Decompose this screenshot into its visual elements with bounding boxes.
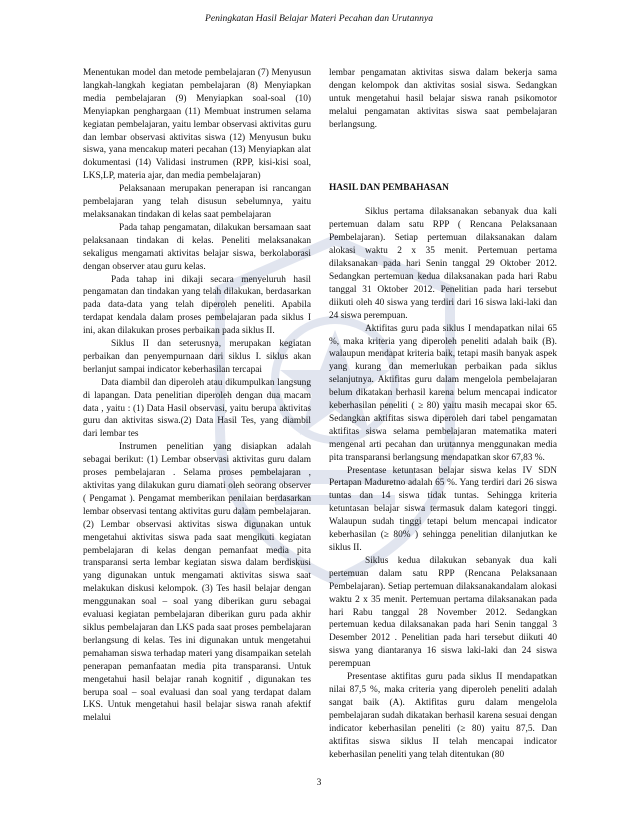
paragraph: Presentase ketuntasan belajar siswa kelas IV SDN Pertapan Maduretno adalah 65 %. Yang terdiri dari 26 siswa tuntas dan 14 siswa tidak tuntas. Sehingga kriteria ketuntasan belajar siswa termasuk dalam kategori tinggi. Walaupun sudah tinggi tetapi belum mencapai indicator keberhasilan (≥ 80% ) sehingga penelitian dilanjutkan ke siklus II. — [329, 465, 557, 553]
spacer — [329, 132, 557, 182]
paragraph: Pada tahap ini dikaji secara menyeluruh hasil pengamatan dan tindakan yang telah dilakukan, berdasarkan pada data-data yang telah diperoleh peneliti. Apabila terdapat kendala dalam proses pembelajaran pada siklus I ini, akan dilakukan proses perbaikan pada siklus II. — [83, 274, 311, 337]
page-number: 3 — [316, 778, 322, 788]
paragraph: Instrumen penelitian yang disiapkan adalah sebagai berikut: (1) Lembar observasi aktivitas guru dalam proses pembelajaran . Selama proses pembelajaran , aktivitas yang dilakukan guru diamati oleh seorang observer ( Pengamat ). Pengamat memberikan penilaian berdasarkan lembar observasi tentang aktivitas guru dalam pembelajaran. (2) Lembar observasi aktivitas siswa digunakan untuk mengetahui aktivitas siswa pada saat mengikuti kegiatan pembelajaran di kelas dengan pemanfaat media pita transparansi serta lembar kegiatan siswa dalam berdiskusi yang digunakan untuk mengamati aktivitas siswa saat melakukan diskusi kelompok. (3) Tes hasil belajar dengan menggunakan soal – soal yang diberikan guru sebagai evaluasi kegiatan pembelajaran diberikan guru pada akhir siklus pembelajaran dan LKS pada saat proses pembelajaran berlangsung di kelas. Tes ini digunakan untuk mengetahui pemahaman siswa terhadap materi yang disampaikan setelah penerapan pemanfaatan media pita transparansi. Untuk mengetahui hasil belajar ranah kognitif , digunakan tes berupa soal – soal evaluasi dan soal yang terdapat dalam LKS. Untuk mengetahui hasil belajar siswa ranah afektif melalui — [83, 442, 311, 724]
section-heading: HASIL DAN PEMBAHASAN — [329, 182, 449, 193]
paragraph: Data diambil dan diperoleh atau dikumpulkan langsung di lapangan. Data penelitian diperoleh dengan dua macam data , yaitu : (1) Data Hasil observasi, yaitu berupa aktivitas guru dan aktivitas siswa.(2) Data Hasil Tes, yang diambil dari lembar tes — [83, 377, 311, 440]
right-column — [329, 67, 557, 761]
paragraph: Presentase aktifitas guru pada siklus II mendapatkan nilai 87,5 %, maka criteria yang diperoleh peneliti adalah sangat baik (A). Aktifitas guru dalam mengelola pembelajaran sudah dikatakan berhasil karena sesuai dengan indicator keberhasilan peneliti (≥ 80) yaitu 87,5. Dan aktifitas siswa siklus II telah mencapai indicator keberhasilan peneliti yang telah ditentukan (80 — [329, 672, 557, 760]
running-header: Peningkatan Hasil Belajar Materi Pecahan dan Urutannya — [204, 13, 434, 24]
left-column — [83, 67, 311, 725]
paragraph: Siklus II dan seterusnya, merupakan kegiatan perbaikan dan penyempurnaan dari siklus I. siklus akan berlanjut sampai indicator keberhasilan tercapai — [83, 339, 311, 375]
paragraph: Siklus kedua dilakukan sebanyak dua kali pertemuan dalam satu RPP (Rencana Pelaksanaan Pembelajaran). Setiap pertemuan dilaksanakandalam alokasi waktu 2 x 35 menit. Pertemuan pertama dilaksanakan pada hari Rabu tanggal 28 November 2012. Sedangkan pertemuan kedua dilaksanakan pada hari Senin tanggal 3 Desember 2012 . Penelitian pada hari tersebut diikuti 40 siswa yang diantaranya 16 siswa laki-laki dan 24 siswa perempuan — [329, 555, 557, 670]
paragraph: Menentukan model dan metode pembelajaran (7) Menyusun langkah-langkah kegiatan pembelajaran (8) Menyiapkan media pembelajaran (9) Menyiapkan soal-soal (10) Menyiapkan penghargaan (11) Membuat instrumen selama kegiatan pembelajaran, yaitu lembar observasi aktivitas guru dan lembar observasi aktivitas siswa (12) Menyusun buku siswa, yana mencakup materi pecahan (13) Menyiapkan alat dokumentasi (14) Validasi instrumen (RPP, kisi-kisi soal, LKS,LP, materia ajar, dan media pembelajaran) — [83, 68, 311, 182]
paragraph: Siklus pertama dilaksanakan sebanyak dua kali pertemuan dalam satu RPP ( Rencana Pelaksanaan Pembelajaran). Setiap pertemuan dilaksanakan dalam alokasi waktu 2 x 35 menit. Pertemuan pertama dilaksanakan pada hari Senin tanggal 29 Oktober 2012. Sedangkan pertemuan kedua dilaksanakan pada hari Rabu tanggal 31 Oktober 2012. Penelitian pada hari tersebut diikuti oleh 40 siswa yang terdiri dari 16 siswa laki-laki dan 24 siswa perempuan. — [329, 207, 557, 321]
spacer — [329, 194, 557, 206]
paragraph: Aktifitas guru pada siklus I mendapatkan nilai 65 %, maka kriteria yang diperoleh peneliti adalah baik (B). walaupun mendapat kriteria baik, tetapi masih banyak aspek yang kurang dan memerlukan perbaikan pada siklus selanjutnya. Aktifitas guru dalam mengelola pembelajaran belum dikatakan berhasil karena belum mencapai indicator keberhasilan peneliti ( ≥ 80) yaitu masih mecapai skor 65. Sedangkan aktifitas siswa diperoleh dari tabel pengamatan aktifitas siswa selama pembelajaran matematika materi mengenal arti pecahan dan urutannya menggunakan media pita transparansi berlangsung mendapatkan skor 67,83 %. — [329, 323, 557, 463]
paragraph: Pada tahap pengamatan, dilakukan bersamaan saat pelaksanaan tindakan di kelas. Peneliti melaksanakan sekaligus mengamati aktivitas belajar siswa, berkolaborasi dengan observer atau guru kelas. — [83, 222, 311, 272]
paragraph: lembar pengamatan aktivitas siswa dalam bekerja sama dengan kelompok dan aktivitas sosial siswa. Sedangkan untuk mengetahui hasil belajar siswa ranah psikomotor melalui pengamatan aktivitas siswa saat pembelajaran berlangsung. — [329, 68, 557, 130]
paragraph: Pelaksanaan merupakan penerapan isi rancangan pembelajaran yang telah disusun sebelumnya, yaitu melaksanakan tindakan di kelas saat pembelajaran — [83, 184, 311, 220]
